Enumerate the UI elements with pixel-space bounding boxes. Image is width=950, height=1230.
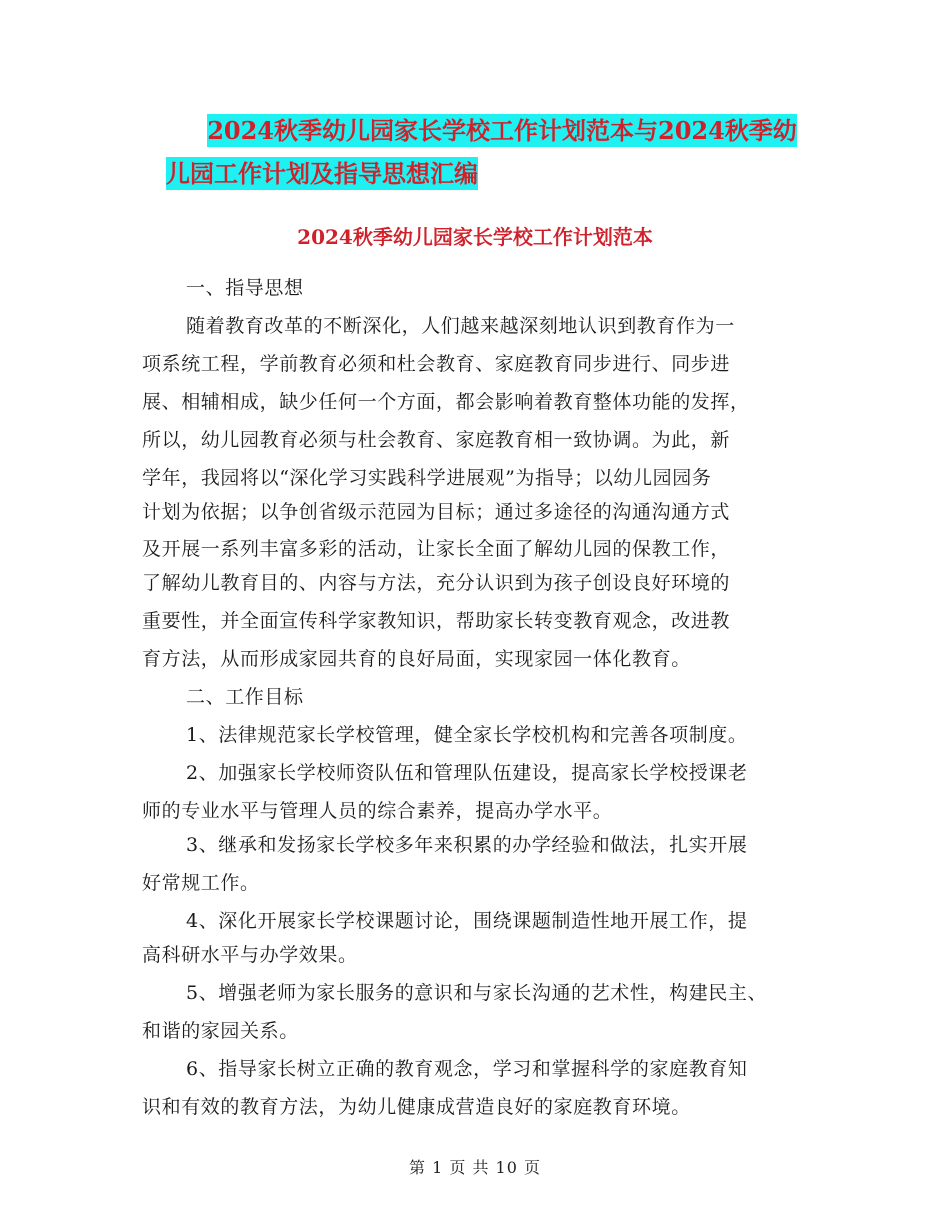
document-title-line-2: 儿园工作计划及指导思想汇编 — [166, 159, 478, 188]
goal-item: 6、指导家长树立正确的教育观念，学习和掌握科学的家庭教育知 — [186, 1058, 748, 1080]
goal-item: 4、深化开展家长学校课题讨论，围绕课题制造性地开展工作，提 — [186, 910, 748, 932]
goal-item-continuation: 师的专业水平与管理人员的综合素养，提高办学水平。 — [142, 800, 613, 822]
paragraph-line: 学年，我园将以“深化学习实践科学进展观”为指导；以幼儿园园务 — [142, 467, 712, 489]
heading-work-goals: 二、工作目标 — [186, 686, 304, 708]
paragraph-line: 项系统工程，学前教育必须和杜会教育、家庭教育同步进行、同步进 — [142, 353, 731, 375]
heading-guiding-thought: 一、指导思想 — [186, 277, 304, 299]
paragraph-line: 了解幼儿教育目的、内容与方法，充分认识到为孩子创设良好环境的 — [142, 572, 731, 594]
paragraph-line: 重要性，并全面宣传科学家教知识，帮助家长转变教育观念，改进教 — [142, 610, 731, 632]
paragraph-line: 随着教育改革的不断深化，人们越来越深刻地认识到教育作为一 — [186, 315, 735, 337]
goal-item-continuation: 好常规工作。 — [142, 872, 260, 894]
goal-item-continuation: 高科研水平与办学效果。 — [142, 944, 358, 966]
paragraph-line: 计划为依据；以争创省级示范园为目标；通过多途径的沟通沟通方式 — [142, 501, 731, 523]
goal-item: 5、增强老师为家长服务的意识和与家长沟通的艺术性，构建民主、 — [186, 982, 768, 1004]
paragraph-line: 展、相辅相成，缺少任何一个方面，都会影响着教育整体功能的发挥， — [142, 391, 750, 413]
section-title: 2024秋季幼儿园家长学校工作计划范本 — [297, 225, 653, 249]
goal-item: 1、法律规范家长学校管理，健全家长学校机构和完善各项制度。 — [186, 724, 748, 746]
paragraph-line: 育方法，从而形成家园共育的良好局面，实现家园一体化教育。 — [142, 648, 691, 670]
goal-item: 3、继承和发扬家长学校多年来积累的办学经验和做法，扎实开展 — [186, 834, 748, 856]
paragraph-line: 及开展一系列丰富多彩的活动，让家长全面了解幼儿园的保教工作， — [142, 538, 731, 560]
page-footer: 第 1 页 共 10 页 — [409, 1158, 541, 1177]
goal-item: 2、加强家长学校师资队伍和管理队伍建设，提高家长学校授课老 — [186, 762, 748, 784]
goal-item-continuation: 识和有效的教育方法，为幼儿健康成营造良好的家庭教育环境。 — [142, 1096, 691, 1118]
document-title-line-1: 2024秋季幼儿园家长学校工作计划范本与2024秋季幼 — [207, 116, 797, 145]
paragraph-line: 所以，幼儿园教育必须与杜会教育、家庭教育相一致协调。为此，新 — [142, 429, 731, 451]
goal-item-continuation: 和谐的家园关系。 — [142, 1020, 299, 1042]
